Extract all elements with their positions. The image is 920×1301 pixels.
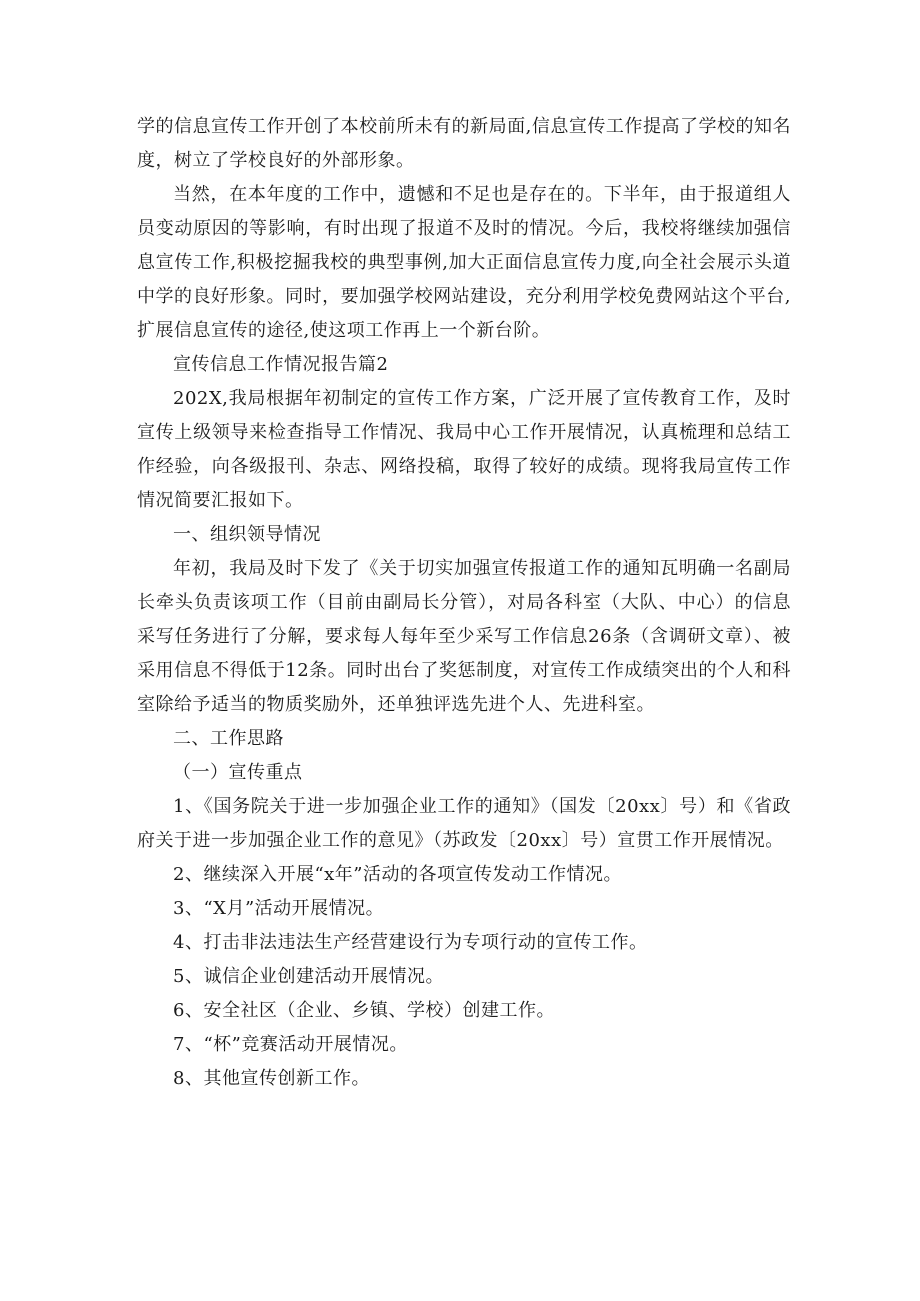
heading-organization-leadership: 一、组织领导情况	[173, 524, 321, 545]
list-item-3: 3、“X月”活动开展情况。	[173, 898, 385, 919]
paragraph-intro-continuation: 学的信息宣传工作开创了本校前所未有的新局面,信息宣传工作提高了学校的知名度，树立了学校良好的外部形象。	[137, 116, 791, 171]
list-item-5: 5、诚信企业创建活动开展情况。	[173, 966, 444, 987]
paragraph-report-2-intro: 202X,我局根据年初制定的宣传工作方案，广泛开展了宣传教育工作，及时宣传上级领导来检查指导工作情况、我局中心工作开展情况，认真梳理和总结工作经验，向各级报刊、杂志、网络投稿，取得了较好的成绩。现将我局宣传工作情况简要汇报如下。	[137, 388, 791, 511]
list-item-1: 1、《国务院关于进一步加强企业工作的通知》（国发〔20xx〕号）和《省政府关于进一步加强企业工作的意见》（苏政发〔20xx〕号）宣贯工作开展情况。	[137, 796, 791, 851]
list-item-7: 7、“杯”竞赛活动开展情况。	[173, 1034, 408, 1055]
document-body	[137, 110, 791, 1096]
subheading-publicity-focus: （一）宣传重点	[173, 762, 303, 783]
heading-work-ideas: 二、工作思路	[173, 728, 284, 749]
paragraph-shortcomings: 当然，在本年度的工作中，遗憾和不足也是存在的。下半年，由于报道组人员变动原因的等影响，有时出现了报道不及时的情况。今后，我校将继续加强信息宣传工作,积极挖掘我校的典型事例,加大正面信息宣传力度,向全社会展示头道中学的良好形象。同时，要加强学校网站建设，充分利用学校免费网站这个平台,扩展信息宣传的途径,使这项工作再上一个新台阶。	[137, 184, 791, 341]
paragraph-organization-leadership: 年初，我局及时下发了《关于切实加强宣传报道工作的通知瓦明确一名副局长牵头负责该项工作（目前由副局长分管），对局各科室（大队、中心）的信息采写任务进行了分解，要求每人每年至少采写工作信息26条（含调研文章）、被采用信息不得低于12条。同时出台了奖惩制度，对宣传工作成绩突出的个人和科室除给予适当的物质奖励外，还单独评选先进个人、先进科室。	[137, 558, 791, 715]
list-item-2: 2、继续深入开展“x年”活动的各项宣传发动工作情况。	[173, 864, 623, 885]
list-item-8: 8、其他宣传创新工作。	[173, 1068, 370, 1089]
list-item-6: 6、安全社区（企业、乡镇、学校）创建工作。	[173, 1000, 555, 1021]
section-title-report-2: 宣传信息工作情况报告篇2	[173, 354, 389, 375]
list-item-4: 4、打击非法违法生产经营建设行为专项行动的宣传工作。	[173, 932, 648, 953]
